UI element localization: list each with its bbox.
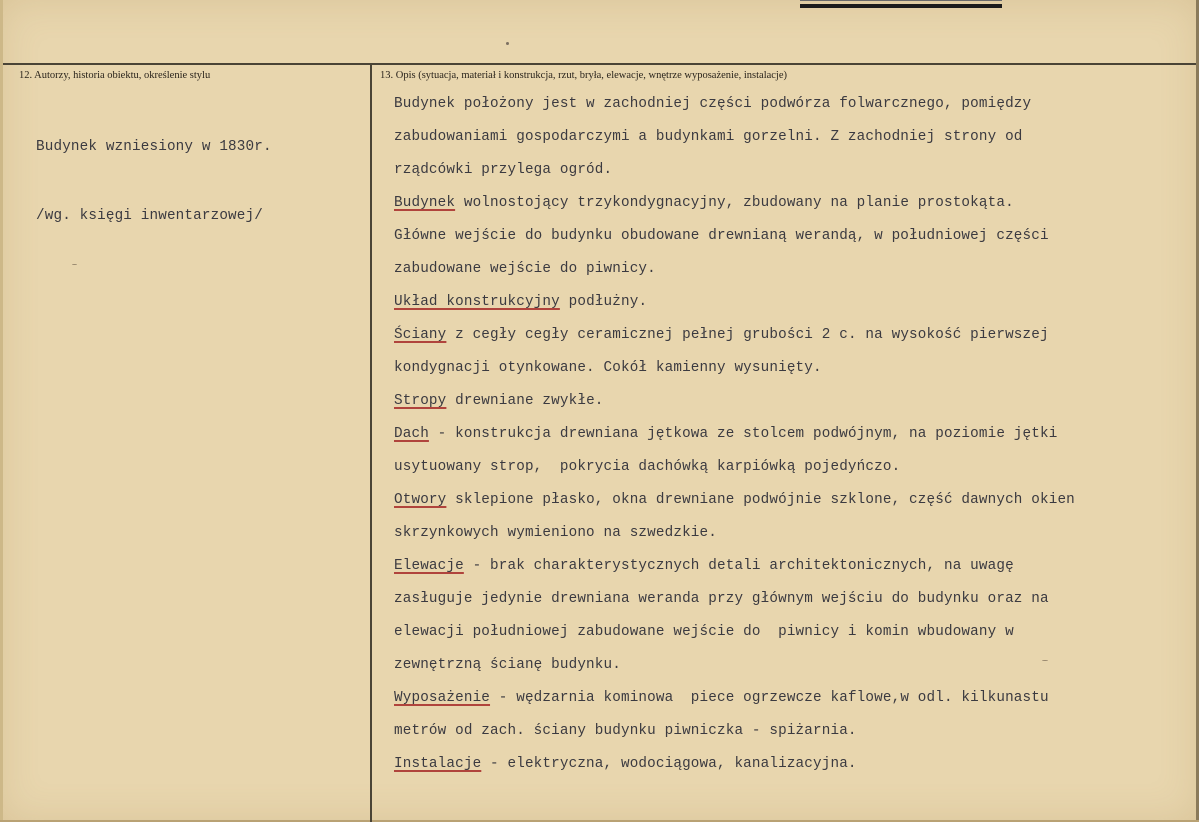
description-line	[394, 253, 1075, 286]
line-text: usytuowany strop, pokrycia dachówką karpiówką pojedyńczo.	[394, 459, 901, 475]
line-text: zewnętrzną ścianę budynku.	[394, 657, 621, 673]
description-line	[394, 583, 1075, 616]
description-line	[394, 715, 1075, 748]
paragraph-heading: Ściany	[394, 327, 447, 343]
paragraph-heading: Elewacje	[394, 558, 464, 574]
section-12-label: 12. Autorzy, historia obiektu, określenie stylu	[19, 70, 211, 81]
description-line	[394, 352, 1075, 385]
line-text: Budynek położony jest w zachodniej części podwórza folwarcznego, pomiędzy	[394, 96, 1032, 112]
text-line: Budynek wzniesiony w 1830r.	[36, 139, 272, 155]
horizontal-rule	[3, 63, 1196, 65]
paragraph-heading: Stropy	[394, 393, 447, 409]
description-line	[394, 616, 1075, 649]
top-edge-mark	[800, 4, 1002, 8]
description-line	[394, 517, 1075, 550]
line-text: Główne wejście do budynku obudowane drewnianą werandą, w południowej części	[394, 228, 1049, 244]
paragraph-heading: Budynek	[394, 195, 456, 211]
description-line	[394, 451, 1075, 484]
line-text: metrów od zach. ściany budynku piwniczka - spiżarnia.	[394, 723, 857, 739]
description-line	[394, 484, 1075, 517]
description-line	[394, 121, 1075, 154]
line-text: - elektryczna, wodociągowa, kanalizacyjna.	[481, 756, 857, 772]
paragraph-heading: Układ konstrukcyjny	[394, 294, 560, 310]
line-text: zabudowane wejście do piwnicy.	[394, 261, 656, 277]
description-line	[394, 649, 1075, 682]
line-text: z cegły cegły ceramicznej pełnej grubości 2 c. na wysokość pierwszej	[446, 327, 1049, 343]
paragraph-heading: Instalacje	[394, 756, 482, 772]
line-text: elewacji południowej zabudowane wejście do piwnicy i komin wbudowany w	[394, 624, 1014, 640]
line-text: sklepione płasko, okna drewniane podwójnie szklone, część dawnych okien	[446, 492, 1075, 508]
description-line	[394, 187, 1075, 220]
line-text: drewniane zwykłe.	[446, 393, 604, 409]
description-line	[394, 418, 1075, 451]
line-text: rządcówki przylega ogród.	[394, 162, 613, 178]
line-text: podłużny.	[559, 294, 648, 310]
line-text: - brak charakterystycznych detali architektonicznych, na uwagę	[463, 558, 1014, 574]
description-line	[394, 385, 1075, 418]
section-13-label: 13. Opis (sytuacja, materiał i konstrukcja, rzut, bryła, elewacje, wnętrze wyposażenie, instalacje)	[380, 70, 788, 81]
text-line: /wg. księgi inwentarzowej/	[36, 208, 263, 224]
paragraph-heading: Wyposażenie	[394, 690, 491, 706]
line-text: zabudowaniami gospodarczymi a budynkami gorzelni. Z zachodniej strony od	[394, 129, 1023, 145]
line-text: kondygnacji otynkowane. Cokół kamienny wysunięty.	[394, 360, 822, 376]
section-12-text	[36, 90, 272, 274]
paper-speck	[506, 42, 509, 45]
paragraph-heading: Dach	[394, 426, 429, 442]
description-line	[394, 682, 1075, 715]
description-line	[394, 748, 1075, 781]
description-line	[394, 286, 1075, 319]
description-line	[394, 319, 1075, 352]
description-line	[394, 88, 1075, 121]
description-line	[394, 154, 1075, 187]
line-text: wolnostojący trzykondygnacyjny, zbudowany na planie prostokąta.	[455, 195, 1014, 211]
description-line	[394, 220, 1075, 253]
card-left-edge	[0, 0, 3, 822]
top-edge-mark-thin	[800, 0, 1002, 1]
paragraph-heading: Otwory	[394, 492, 447, 508]
line-text: - wędzarnia kominowa piece ogrzewcze kaflowe,w odl. kilkunastu	[490, 690, 1049, 706]
line-text: - konstrukcja drewniana jętkowa ze stolcem podwójnym, na poziomie jętki	[428, 426, 1058, 442]
section-13-text	[394, 88, 1075, 781]
line-text: zasługuje jedynie drewniana weranda przy głównym wejściu do budynku oraz na	[394, 591, 1049, 607]
column-divider	[370, 64, 372, 822]
line-text: skrzynkowych wymieniono na szwedzkie.	[394, 525, 717, 541]
description-line	[394, 550, 1075, 583]
